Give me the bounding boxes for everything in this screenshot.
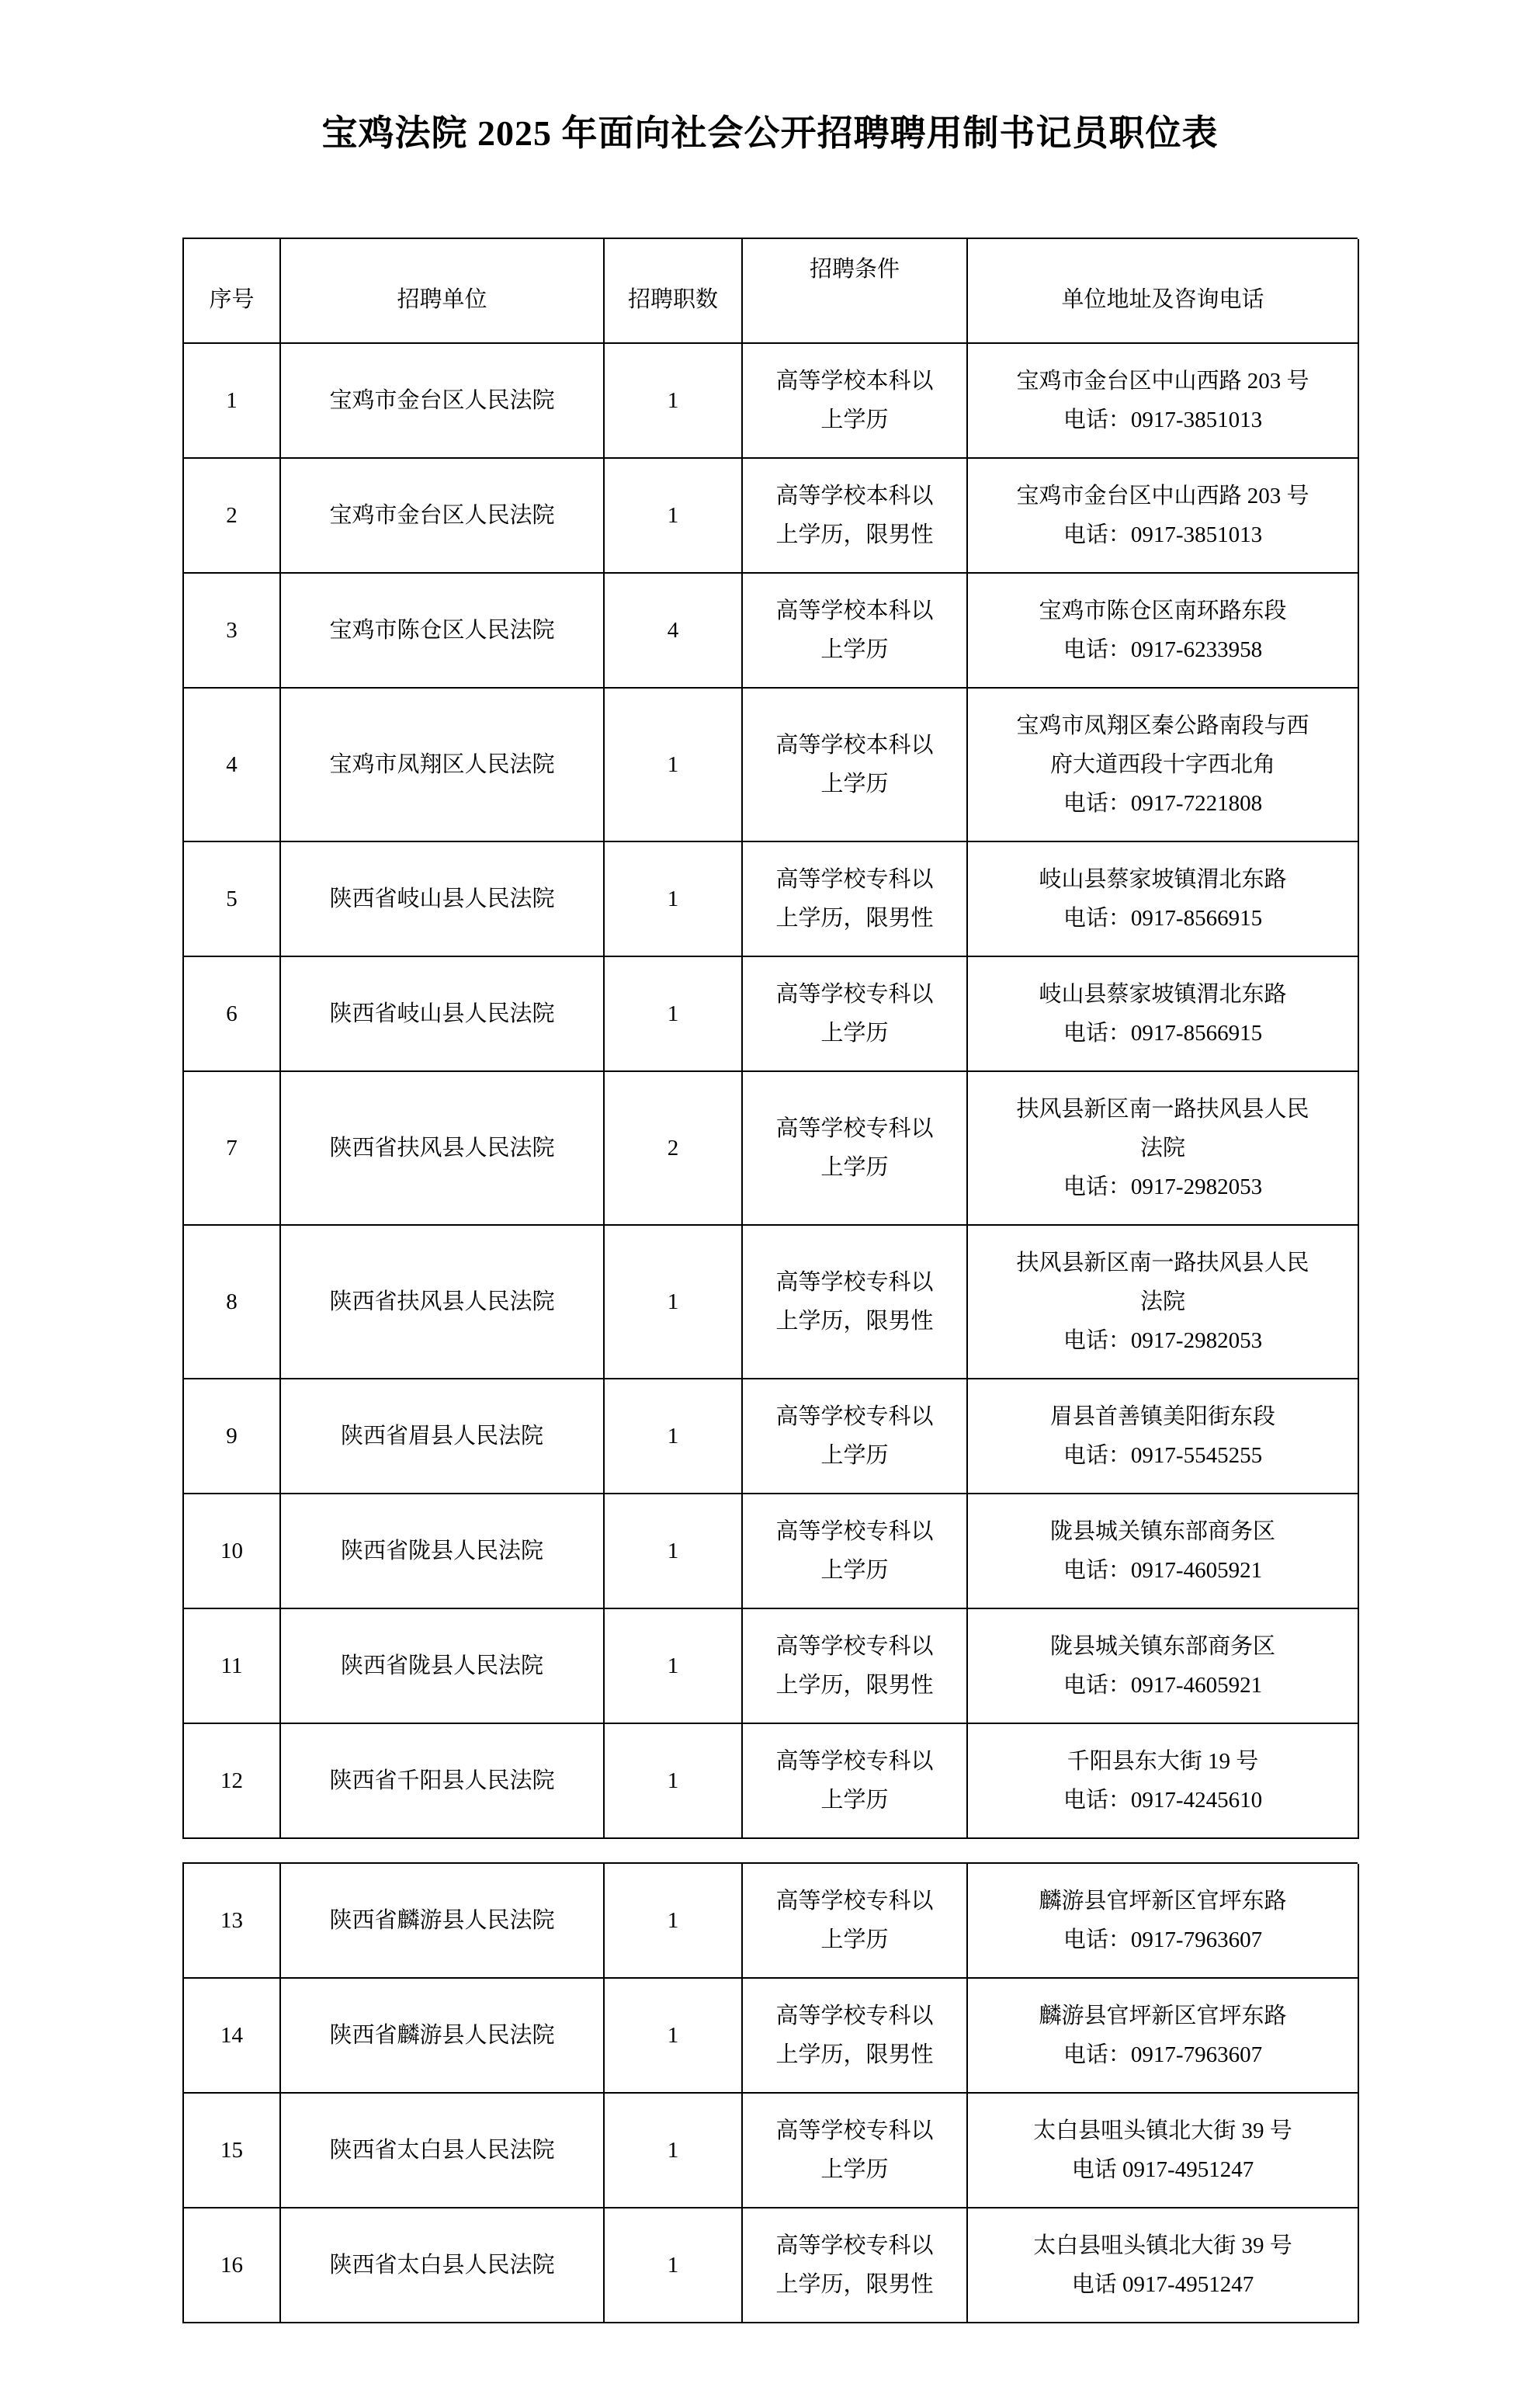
cell-recruiting-unit-line: 陕西省陇县人民法院	[340, 1653, 543, 1678]
cell-position-count-line: 1	[667, 751, 679, 777]
cell-position-count	[605, 459, 743, 574]
cell-conditions-line: 上学历	[820, 1020, 889, 1046]
cell-address-phone-line: 麟游县官坪新区官坪东路	[1039, 1888, 1287, 1914]
cell-address-phone-line: 电话：0917-3851013	[1063, 407, 1263, 432]
header-serial-number-label: 序号	[209, 287, 255, 313]
cell-position-count-line: 1	[667, 886, 679, 911]
cell-conditions	[743, 1226, 968, 1379]
cell-serial-number	[184, 1979, 281, 2094]
header-position-count	[605, 239, 743, 344]
cell-conditions-line: 上学历，限男性	[775, 2271, 934, 2297]
cell-conditions-line: 上学历	[820, 1154, 889, 1180]
cell-position-count-line: 1	[667, 1289, 679, 1314]
cell-conditions-line: 高等学校专科以	[775, 1518, 934, 1544]
cell-conditions	[743, 459, 968, 574]
cell-serial-number-line: 10	[220, 1538, 243, 1563]
cell-position-count	[605, 1724, 743, 1839]
cell-serial-number	[184, 2208, 281, 2323]
cell-recruiting-unit-line: 陕西省扶风县人民法院	[329, 1289, 555, 1314]
cell-address-phone-line: 电话：0917-2982053	[1063, 1174, 1263, 1199]
cell-address-phone	[968, 459, 1359, 574]
cell-position-count	[605, 689, 743, 842]
cell-address-phone	[968, 1979, 1359, 2094]
cell-recruiting-unit-line: 陕西省岐山县人民法院	[329, 886, 555, 911]
table-row	[184, 2208, 1358, 2323]
cell-address-phone-line: 电话：0917-4605921	[1063, 1557, 1263, 1583]
cell-recruiting-unit	[281, 2208, 605, 2323]
cell-address-phone	[968, 2094, 1359, 2208]
cell-serial-number-line: 16	[220, 2252, 243, 2278]
cell-serial-number-line: 12	[220, 1768, 243, 1793]
cell-address-phone-line: 电话：0917-8566915	[1063, 905, 1263, 931]
header-recruiting-unit	[281, 239, 605, 344]
cell-serial-number-line: 1	[226, 387, 238, 413]
cell-position-count	[605, 957, 743, 1072]
cell-position-count	[605, 1072, 743, 1226]
cell-recruiting-unit	[281, 1609, 605, 1724]
cell-address-phone	[968, 1226, 1359, 1379]
cell-conditions-line: 上学历	[820, 1557, 889, 1583]
cell-address-phone-line: 电话：0917-6233958	[1063, 637, 1263, 662]
cell-address-phone-line: 陇县城关镇东部商务区	[1049, 1518, 1275, 1544]
cell-serial-number	[184, 842, 281, 957]
cell-position-count	[605, 1979, 743, 2094]
cell-address-phone-line: 眉县首善镇美阳街东段	[1049, 1403, 1275, 1429]
cell-address-phone-line: 法院	[1139, 1135, 1185, 1161]
header-address-phone-label: 单位地址及咨询电话	[1061, 287, 1264, 313]
table-row	[184, 574, 1358, 689]
cell-conditions-line: 上学历	[820, 407, 889, 432]
cell-address-phone	[968, 842, 1359, 957]
cell-recruiting-unit-line: 陕西省眉县人民法院	[340, 1423, 543, 1449]
cell-address-phone-line: 太白县咀头镇北大街 39 号	[1033, 2233, 1292, 2258]
cell-recruiting-unit-line: 陕西省千阳县人民法院	[329, 1768, 555, 1793]
cell-serial-number	[184, 1494, 281, 1609]
cell-serial-number-line: 11	[220, 1653, 243, 1678]
cell-recruiting-unit	[281, 459, 605, 574]
cell-recruiting-unit	[281, 1864, 605, 1979]
cell-address-phone-line: 法院	[1139, 1289, 1185, 1314]
cell-conditions-line: 高等学校本科以	[775, 483, 934, 508]
cell-position-count-line: 4	[667, 617, 679, 643]
cell-address-phone-line: 电话 0917-4951247	[1071, 2271, 1254, 2297]
cell-address-phone	[968, 344, 1359, 459]
cell-conditions	[743, 2094, 968, 2208]
cell-address-phone-line: 扶风县新区南一路扶风县人民	[1016, 1250, 1309, 1275]
cell-recruiting-unit	[281, 1072, 605, 1226]
cell-address-phone-line: 电话：0917-7221808	[1063, 790, 1263, 816]
cell-position-count-line: 1	[667, 2022, 679, 2048]
cell-conditions-line: 上学历，限男性	[775, 1672, 934, 1698]
cell-conditions-line: 高等学校专科以	[775, 1888, 934, 1914]
cell-address-phone-line: 扶风县新区南一路扶风县人民	[1016, 1096, 1309, 1122]
cell-address-phone	[968, 1072, 1359, 1226]
cell-conditions	[743, 1724, 968, 1839]
cell-address-phone	[968, 1609, 1359, 1724]
table-body-rows-1-12	[184, 344, 1358, 1839]
cell-position-count-line: 1	[667, 387, 679, 413]
cell-position-count	[605, 1226, 743, 1379]
document-page	[182, 0, 1358, 2323]
cell-serial-number	[184, 459, 281, 574]
cell-serial-number-line: 9	[226, 1423, 238, 1449]
cell-conditions-line: 高等学校专科以	[775, 1115, 934, 1141]
cell-conditions-line: 高等学校本科以	[775, 732, 934, 758]
header-address-phone	[968, 239, 1359, 344]
cell-address-phone-line: 宝鸡市金台区中山西路 203 号	[1016, 368, 1309, 394]
cell-recruiting-unit-line: 陕西省扶风县人民法院	[329, 1135, 555, 1161]
cell-position-count	[605, 1609, 743, 1724]
cell-recruiting-unit	[281, 957, 605, 1072]
cell-position-count-line: 1	[667, 1423, 679, 1449]
cell-recruiting-unit-line: 陕西省太白县人民法院	[329, 2137, 555, 2163]
cell-conditions-line: 上学历，限男性	[775, 522, 934, 547]
cell-serial-number	[184, 1379, 281, 1494]
document-title: 宝鸡法院 2025 年面向社会公开招聘聘用制书记员职位表	[321, 113, 1219, 153]
table-row	[184, 1072, 1358, 1226]
cell-address-phone-line: 电话：0917-4245610	[1063, 1787, 1263, 1813]
cell-position-count	[605, 574, 743, 689]
cell-conditions-line: 高等学校专科以	[775, 2233, 934, 2258]
cell-address-phone-line: 宝鸡市凤翔区秦公路南段与西	[1016, 713, 1309, 738]
cell-address-phone-line: 千阳县东大街 19 号	[1067, 1748, 1259, 1774]
header-serial-number	[184, 239, 281, 344]
cell-conditions-line: 上学历，限男性	[775, 2042, 934, 2067]
cell-conditions	[743, 842, 968, 957]
cell-position-count-line: 1	[667, 1907, 679, 1933]
cell-serial-number	[184, 2094, 281, 2208]
cell-conditions	[743, 1379, 968, 1494]
cell-address-phone	[968, 574, 1359, 689]
cell-position-count	[605, 344, 743, 459]
cell-conditions-line: 高等学校专科以	[775, 866, 934, 892]
cell-position-count-line: 1	[667, 1538, 679, 1563]
cell-serial-number	[184, 344, 281, 459]
cell-conditions-line: 上学历	[820, 1927, 889, 1952]
cell-conditions	[743, 1494, 968, 1609]
cell-recruiting-unit-line: 宝鸡市凤翔区人民法院	[329, 751, 555, 777]
cell-serial-number-line: 7	[226, 1135, 238, 1161]
positions-table	[182, 238, 1358, 1839]
cell-conditions-line: 上学历	[820, 2156, 889, 2182]
cell-serial-number-line: 8	[226, 1289, 238, 1314]
cell-serial-number-line: 14	[220, 2022, 243, 2048]
cell-conditions	[743, 1864, 968, 1979]
table-row	[184, 1226, 1358, 1379]
cell-conditions-line: 上学历，限男性	[775, 1308, 934, 1334]
cell-serial-number-line: 15	[220, 2137, 243, 2163]
cell-serial-number-line: 6	[226, 1001, 238, 1026]
cell-address-phone-line: 电话：0917-3851013	[1063, 522, 1263, 547]
cell-conditions-line: 高等学校本科以	[775, 368, 934, 394]
cell-conditions-line: 上学历	[820, 1787, 889, 1813]
header-position-count-label: 招聘职数	[627, 287, 718, 313]
cell-conditions	[743, 957, 968, 1072]
cell-serial-number	[184, 574, 281, 689]
cell-conditions-line: 高等学校本科以	[775, 598, 934, 623]
cell-conditions-line: 上学历，限男性	[775, 905, 934, 931]
cell-position-count	[605, 1864, 743, 1979]
cell-position-count	[605, 2208, 743, 2323]
cell-serial-number	[184, 1226, 281, 1379]
cell-recruiting-unit	[281, 2094, 605, 2208]
cell-serial-number-line: 13	[220, 1907, 243, 1933]
cell-recruiting-unit-line: 陕西省陇县人民法院	[340, 1538, 543, 1563]
cell-conditions	[743, 1979, 968, 2094]
table-page-break-gap	[182, 1839, 1358, 1862]
header-conditions	[743, 239, 968, 344]
cell-conditions-line: 高等学校专科以	[775, 2118, 934, 2143]
cell-address-phone	[968, 1494, 1359, 1609]
cell-position-count	[605, 1494, 743, 1609]
cell-conditions-line: 上学历	[820, 637, 889, 662]
cell-address-phone-line: 宝鸡市陈仓区南环路东段	[1039, 598, 1287, 623]
table-row	[184, 689, 1358, 842]
cell-recruiting-unit	[281, 842, 605, 957]
cell-conditions	[743, 1072, 968, 1226]
cell-recruiting-unit-line: 宝鸡市金台区人民法院	[329, 387, 555, 413]
cell-address-phone-line: 府大道西段十字西北角	[1049, 751, 1275, 777]
cell-address-phone-line: 电话：0917-5545255	[1063, 1442, 1263, 1468]
cell-address-phone-line: 电话：0917-8566915	[1063, 1020, 1263, 1046]
cell-conditions	[743, 2208, 968, 2323]
cell-serial-number	[184, 1864, 281, 1979]
cell-position-count-line: 1	[667, 1768, 679, 1793]
cell-recruiting-unit-line: 宝鸡市金台区人民法院	[329, 502, 555, 528]
cell-address-phone	[968, 2208, 1359, 2323]
cell-recruiting-unit-line: 陕西省麟游县人民法院	[329, 2022, 555, 2048]
cell-address-phone	[968, 1379, 1359, 1494]
cell-serial-number-line: 2	[226, 502, 238, 528]
table-row	[184, 1379, 1358, 1494]
cell-recruiting-unit	[281, 574, 605, 689]
table-row	[184, 344, 1358, 459]
cell-address-phone-line: 电话 0917-4951247	[1071, 2156, 1254, 2182]
cell-recruiting-unit	[281, 1379, 605, 1494]
cell-serial-number-line: 4	[226, 751, 238, 777]
cell-address-phone	[968, 1864, 1359, 1979]
cell-serial-number	[184, 1724, 281, 1839]
cell-recruiting-unit-line: 陕西省太白县人民法院	[329, 2252, 555, 2278]
table-row	[184, 2094, 1358, 2208]
cell-conditions-line: 高等学校专科以	[775, 1748, 934, 1774]
cell-address-phone	[968, 1724, 1359, 1839]
cell-recruiting-unit	[281, 689, 605, 842]
cell-conditions	[743, 689, 968, 842]
cell-position-count-line: 1	[667, 502, 679, 528]
cell-serial-number	[184, 1072, 281, 1226]
cell-address-phone-line: 岐山县蔡家坡镇渭北东路	[1039, 981, 1287, 1007]
cell-conditions-line: 上学历	[820, 771, 889, 796]
table-row	[184, 1979, 1358, 2094]
cell-serial-number	[184, 1609, 281, 1724]
cell-address-phone-line: 电话：0917-2982053	[1063, 1327, 1263, 1353]
cell-serial-number	[184, 689, 281, 842]
cell-position-count-line: 1	[667, 2252, 679, 2278]
header-recruiting-unit-label: 招聘单位	[397, 287, 487, 313]
cell-position-count-line: 1	[667, 1653, 679, 1678]
table-row	[184, 1609, 1358, 1724]
cell-serial-number-line: 5	[226, 886, 238, 911]
cell-address-phone-line: 宝鸡市金台区中山西路 203 号	[1016, 483, 1309, 508]
table-row	[184, 1864, 1358, 1979]
cell-address-phone-line: 麟游县官坪新区官坪东路	[1039, 2003, 1287, 2028]
cell-recruiting-unit-line: 宝鸡市陈仓区人民法院	[329, 617, 555, 643]
cell-position-count	[605, 2094, 743, 2208]
cell-recruiting-unit-line: 陕西省麟游县人民法院	[329, 1907, 555, 1933]
cell-recruiting-unit	[281, 1979, 605, 2094]
table-row	[184, 842, 1358, 957]
cell-serial-number-line: 3	[226, 617, 238, 643]
cell-recruiting-unit	[281, 1494, 605, 1609]
cell-conditions	[743, 344, 968, 459]
cell-serial-number	[184, 957, 281, 1072]
cell-address-phone-line: 电话：0917-7963607	[1063, 2042, 1263, 2067]
table-row	[184, 459, 1358, 574]
cell-position-count	[605, 1379, 743, 1494]
table-row	[184, 1724, 1358, 1839]
cell-address-phone-line: 岐山县蔡家坡镇渭北东路	[1039, 866, 1287, 892]
cell-position-count-line: 1	[667, 1001, 679, 1026]
header-conditions-label: 招聘条件	[809, 257, 900, 283]
cell-address-phone-line: 陇县城关镇东部商务区	[1049, 1633, 1275, 1659]
cell-recruiting-unit	[281, 1724, 605, 1839]
cell-address-phone-line: 电话：0917-4605921	[1063, 1672, 1263, 1698]
cell-position-count-line: 1	[667, 2137, 679, 2163]
cell-conditions-line: 高等学校专科以	[775, 981, 934, 1007]
cell-position-count	[605, 842, 743, 957]
table-header-row	[184, 239, 1358, 344]
table-body-rows-13-16	[184, 1864, 1358, 2323]
table-row	[184, 957, 1358, 1072]
cell-recruiting-unit	[281, 1226, 605, 1379]
table-row	[184, 1494, 1358, 1609]
cell-address-phone-line: 太白县咀头镇北大街 39 号	[1033, 2118, 1292, 2143]
cell-position-count-line: 2	[667, 1135, 679, 1161]
cell-address-phone	[968, 957, 1359, 1072]
cell-address-phone	[968, 689, 1359, 842]
cell-conditions-line: 高等学校专科以	[775, 1403, 934, 1429]
cell-conditions	[743, 574, 968, 689]
cell-address-phone-line: 电话：0917-7963607	[1063, 1927, 1263, 1952]
cell-conditions-line: 高等学校专科以	[775, 1633, 934, 1659]
positions-table-continued	[182, 1862, 1358, 2323]
cell-recruiting-unit-line: 陕西省岐山县人民法院	[329, 1001, 555, 1026]
cell-recruiting-unit	[281, 344, 605, 459]
cell-conditions-line: 高等学校专科以	[775, 1269, 934, 1295]
cell-conditions-line: 上学历	[820, 1442, 889, 1468]
cell-conditions	[743, 1609, 968, 1724]
cell-conditions-line: 高等学校专科以	[775, 2003, 934, 2028]
